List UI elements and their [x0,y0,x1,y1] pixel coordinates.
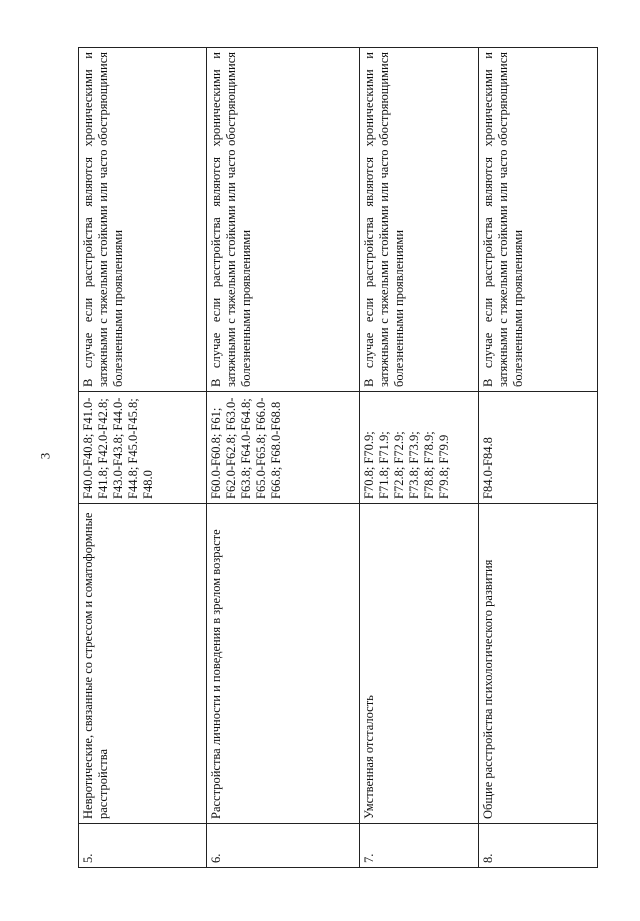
condition-note: В случае если расстройства являются хроническими и затяжными с тяжелыми стойкими или часто обостряющимися болезненными проявлениями [479,48,598,392]
table-row [360,48,479,868]
rotated-table-container [78,48,598,868]
disorder-name: Умственная отсталость [360,504,479,824]
page-number: 3 [37,452,53,460]
icd-codes: F84.0-F84.8 [479,392,598,504]
row-number: 6. [206,824,360,868]
diagnosis-table [78,47,598,868]
condition-note: В случае если расстройства являются хроническими и затяжными с тяжелыми стойкими или часто обостряющимися болезненными проявлениями [206,48,360,392]
condition-note: В случае если расстройства являются хроническими и затяжными с тяжелыми стойкими или часто обостряющимися болезненными проявлениями [79,48,207,392]
table-row [479,48,598,868]
table-row [79,48,207,868]
disorder-name: Невротические, связанные со стрессом и соматоформные расстройства [79,504,207,824]
table-row [206,48,360,868]
disorder-name: Расстройства личности и поведения в зрелом возрасте [206,504,360,824]
row-number: 5. [79,824,207,868]
row-number: 8. [479,824,598,868]
row-number: 7. [360,824,479,868]
icd-codes: F60.0-F60.8; F61; F62.0-F62.8; F63.0-F63.8; F64.0-F64.8; F65.0-F65.8; F66.0-F66.8; F68.0-F68.8 [206,392,360,504]
icd-codes: F70.8; F70.9; F71.8; F71.9; F72.8; F72.9; F73.8; F73.9; F78.8; F78.9; F79.8; F79.9 [360,392,479,504]
disorder-name: Общие расстройства психологического развития [479,504,598,824]
icd-codes: F40.0-F40.8; F41.0-F41.8; F42.0-F42.8; F43.0-F43.8; F44.0-F44.8; F45.0-F45.8; F48.0 [79,392,207,504]
condition-note: В случае если расстройства являются хроническими и затяжными с тяжелыми стойкими или часто обостряющимися болезненными проявлениями [360,48,479,392]
